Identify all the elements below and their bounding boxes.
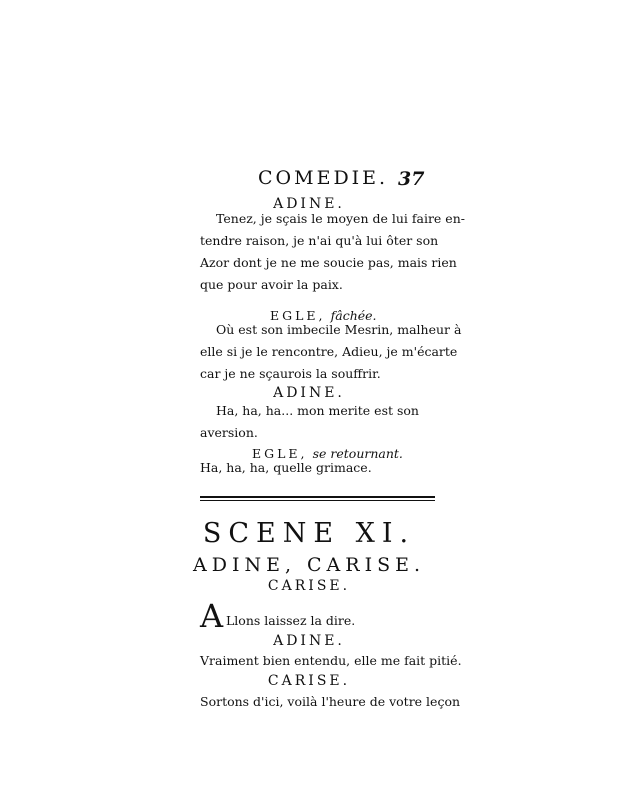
text-line: Vraiment bien entendu, elle me fait pitié.: [200, 653, 462, 668]
ornamental-rule-bottom: [200, 500, 435, 501]
text-line: Sortons d'ici, voilà l'heure de votre leçon: [200, 694, 461, 709]
speaker-carise-1: CARISE.: [267, 578, 351, 594]
speaker-name: EGLE,: [270, 308, 326, 323]
speaker-adine-3: ADINE.: [273, 633, 345, 649]
text-line: Ha, ha, ha... mon merite est son: [216, 403, 419, 418]
stage-direction: fâchée.: [330, 308, 377, 323]
speaker-name: EGLE,: [252, 446, 308, 461]
text-line: que pour avoir la paix.: [200, 277, 343, 292]
drop-cap: A: [200, 597, 224, 635]
text-line: Ha, ha, ha, quelle grimace.: [200, 460, 372, 475]
scene-title: SCENE XI.: [202, 518, 416, 549]
text-line: Tenez, je sçais le moyen de lui faire en-: [216, 211, 465, 226]
speaker-adine-1: ADINE.: [273, 196, 345, 212]
stage-direction: se retournant.: [312, 446, 403, 461]
speaker-adine-2: ADINE.: [273, 385, 345, 401]
running-title: [258, 169, 388, 188]
text-line: Où est son imbecile Mesrin, malheur à: [216, 322, 462, 337]
ornamental-rule-top: [200, 496, 435, 498]
speaker-egle-fachee: [270, 307, 377, 323]
text-line: Azor dont je ne me soucie pas, mais rien: [200, 255, 457, 270]
text-line: Llons laissez la dire.: [226, 613, 356, 628]
text-line: elle si je le rencontre, Adieu, je m'écarte: [200, 344, 458, 359]
text-line: car je ne sçaurois la souffrir.: [200, 366, 381, 381]
text-line: aversion.: [200, 425, 258, 440]
scene-cast: ADINE, CARISE.: [192, 554, 426, 576]
speaker-carise-2: CARISE.: [267, 673, 351, 689]
page-number: 37: [398, 168, 425, 190]
running-title-text: COMEDIE.: [258, 167, 389, 189]
speaker-egle-retournant: [252, 445, 403, 461]
text-line: tendre raison, je n'ai qu'à lui ôter son: [200, 233, 439, 248]
